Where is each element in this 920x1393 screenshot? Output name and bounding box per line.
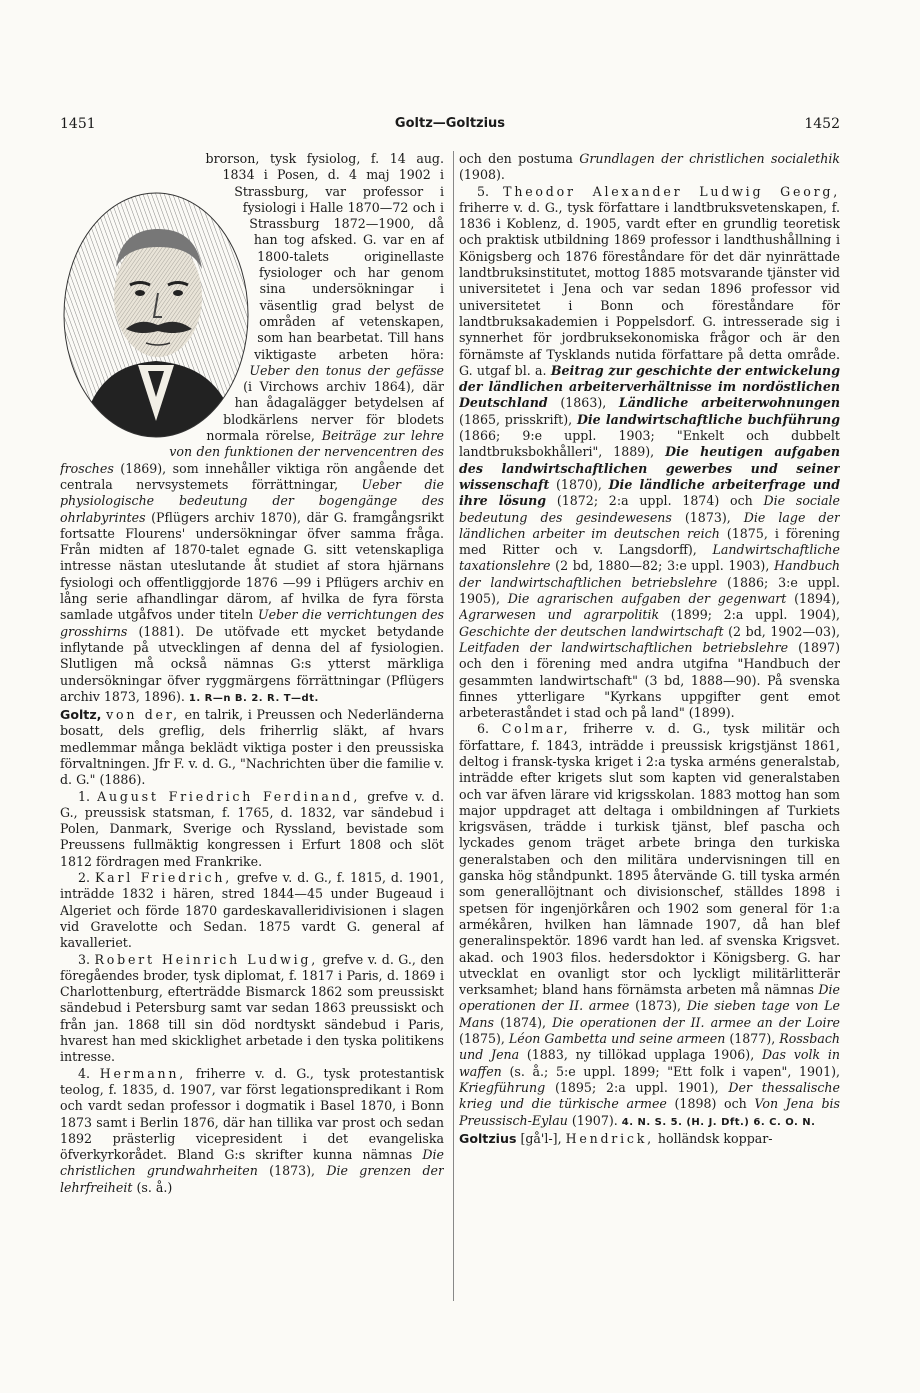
left-column <box>60 151 444 1301</box>
portrait-figure <box>60 189 256 441</box>
entry-goltz-physiologist: brorson, tysk fysiolog, f. 14 aug. 1834 i Posen, d. 4 maj 1902 i Strassburg, var professor i fysiologi i Halle 1870—72 och i Strassburg 1872—1900, då han tog afsked. G. var en af 1800-talets originellaste fysiologer och har genom sina undersökningar i väsentlig grad belyst de områden af vetenskapen, som han bearbetat. Till hans viktigaste arbeten höra: Ueber den tonus der gefässe (i Virchows archiv 1864), där han ådagalägger betydelsen af blodkärlens nerver för blodets normala rörelse, Beiträge zur lehre von den funktionen der nervencentren des frosches (1869), som innehåller viktiga rön angående det centrala nervsystemets förrättningar, Ueber die physiologische bedeutung der bogengänge des ohrlabyrintes (Pflügers archiv 1870), där G. framgångsrikt fortsatte Flourens' undersökningar öfver samma fråga. Från midten af 1870-talet egnade G. sitt vetenskapliga intresse nästan uteslutande åt studiet af stora hjärnans fysiologi och offentliggjorde 1876 —99 i Pflügers archiv en lång serie afhandlingar därom, af hvilka de fyra första samlade utgåfvos under titeln Ueber die verrichtungen des grosshirns (1881). De utöfvade ett mycket betydande inflytande på utvecklingen af denna del af fysiologien. Slutligen må också nämnas G:s ytterst märkliga undersökningar öfver ryggmärgens förrättningar (Pflügers archiv 1873, 1896). 1. R—n B. 2. R. T—dt. <box>60 151 444 704</box>
entry-hermann-continued: och den postuma Grundlagen der christlichen socialethik (1908). <box>459 151 840 183</box>
headword: Goltzius <box>459 1130 517 1146</box>
author-signature: 1. R—n B. 2. R. T—dt. <box>188 692 319 704</box>
entry-theodor-alexander: 5. Theodor Alexander Ludwig Georg, friherre v. d. G., tysk författare i landtbruksvetenskapen, f. 1836 i Koblenz, d. 1905, vardt efter en grundlig teoretisk och praktisk utbildning 1869 professor i landthushållning i Königsberg och 1876 föreståndare för det där nyinrättade landtbruksinstitutet, mottog 1885 motsvarande tjänster vid universitetet i Jena och var sedan 1896 professor vid universitetet i Bonn och föreståndare för landtbruksakademien i Poppelsdorf. G. intresserade sig i synnerhet för jordbruksekonomiska frågor och är den förnämste af Tysklands nutida författare på detta område. G. utgaf bl. a. Beitrag zur geschichte der entwickelung der ländlichen arbeiterverhältnisse im nordöstlichen Deutschland (1863), Ländliche arbeiterwohnungen (1865, prisskrift), Die landwirtschaftliche buchführung (1866; 9:e uppl. 1903; "Enkelt och dubbelt landtbruksbokhålleri", 1889), Die heutigen aufgaben des landwirtschaftlichen gewerbes und seiner wissenschaft (1870), Die ländliche arbeiterfrage und ihre lösung (1872; 2:a uppl. 1874) och Die sociale bedeutung des gesindewesens (1873), Die lage der ländlichen arbeiter im deutschen reich (1875, i förening med Ritter och v. Langsdorff), Landwirtschaftliche taxationslehre (2 bd, 1880—82; 3:e uppl. 1903), Handbuch der landwirtschaftlichen betriebslehre (1886; 3:e uppl. 1905), Die agrarischen aufgaben der gegenwart (1894), Agrarwesen und agrarpolitik (1899; 2:a uppl. 1904), Geschichte der deutschen landwirtschaft (2 bd, 1902—03), Leitfaden der landwirtschaftlichen betriebslehre (1897) och den i förening med andra utgifna "Handbuch der gesammten landwirtschaft" (3 bd, 1888—90). På svenska finnes ytterligare "Kyrkans uppgifter gent emot arbeteraståndet i stad och på land" (1899). <box>459 183 840 721</box>
entry-hermann: 4. Hermann, friherre v. d. G., tysk protestantisk teolog, f. 1835, d. 1907, var först legationspredikant i Rom och vardt sedan professor i dogmatik i Basel 1870, i Bonn 1873 samt i Berlin 1876, där han tillika var prost och sedan 1892 prästerlig vicepresident i det evangeliska öfverkyrkorådet. Bland G:s skrifter kunna nämnas Die christlichen grundwahrheiten (1873), Die grenzen der lehrfreiheit (s. å.) <box>60 1065 444 1195</box>
right-column <box>459 151 840 1301</box>
author-signature: 4. N. S. 5. (H. J. Dft.) 6. C. O. N. <box>621 1116 816 1128</box>
headword: Goltz, <box>60 707 102 723</box>
entry-colmar: 6. Colmar, friherre v. d. G., tysk militär och författare, f. 1843, inträdde i preussisk krigstjänst 1861, deltog i fransk-tyska kriget i 2:a tyska arméns generalstab, inträdde efter krigets slut som kapten vid generalstaben och var äfven lärare vid krigsskolan. 1883 mottog han som major uppdraget att deltaga i ombildningen af Turkiets krigsväsen, trädde i turkisk tjänst, blef pascha och lyckades genom träget arbete bringa den turkiska generalstaben och den militära undervisningen till en ganska hög ståndpunkt. 1895 återvände G. till tyska armén som generallöjtnant och divisionschef, ställdes 1898 i spetsen för ingenjörkåren och 1902 som general för 1:a armékåren, hvilken han lämnade 1907, då han blef generalinspektör. 1896 vardt han led. af svenska Krigsvet. akad. och 1903 filos. hedersdoktor i Königsberg. G. har utvecklat en ovanligt stor och lyckligt militärlitterär verksamhet; bland hans förnämsta arbeten må nämnas Die operationen der II. armee (1873), Die sieben tage von Le Mans (1874), Die operationen der II. armee an der Loire (1875), Léon Gambetta und seine armeen (1877), Rossbach und Jena (1883, ny tillökad upplaga 1906), Das volk in waffen (s. å.; 5:e uppl. 1899; "Ett folk i vapen", 1901), Kriegführung (1895; 2:a uppl. 1901), Der thessalische krieg und die türkische armee (1898) och Von Jena bis Preussisch-Eylau (1907). 4. N. S. 5. (H. J. Dft.) 6. C. O. N. <box>459 721 840 1128</box>
page-number-left: 1451 <box>60 116 96 132</box>
engraved-portrait-icon <box>60 189 256 441</box>
running-title: Goltz—Goltzius <box>394 116 506 131</box>
page-number-right: 1452 <box>804 116 840 132</box>
entry-goltzius: Goltzius [gå'l-], Hendrick, holländsk koppar- <box>459 1130 773 1146</box>
entry-karl-friedrich: 2. Karl Friedrich, grefve v. d. G., f. 1815, d. 1901, inträdde 1832 i hären, stred 1844—45 under Bugeaud i Algeriet och förde 1870 gardeskavalleridivisionen i slagen vid Gravelotte och Sedan. 1875 vardt G. general af kavalleriet. <box>60 870 444 951</box>
entry-robert-heinrich: 3. Robert Heinrich Ludwig, grefve v. d. G., den föregåendes broder, tysk diplomat, f. 1817 i Paris, d. 1869 i Charlottenburg, efterträdde Bismarck 1862 som preussiskt sändebud i Petersburg samt var sedan 1863 preussiskt och från jan. 1868 till sin död nordtyskt sändebud i Paris, hvarest han med skicklighet arbetade i den tyska politikens intresse. <box>60 951 444 1065</box>
entry-goltz-family: Goltz, von der, en talrik, i Preussen och Nederländerna bosatt, dels greflig, dels friherrlig släkt, af hvars medlemmar många beklädt viktiga poster i den preussiska förvaltningen. Jfr F. v. d. G., "Nachrichten über die familie v. d. G." (1886). <box>60 707 444 788</box>
column-divider <box>453 151 454 1301</box>
page-header <box>60 116 840 140</box>
entry-august-friedrich: 1. August Friedrich Ferdinand, grefve v. d. G., preussisk statsman, f. 1765, d. 1832, var sändebud i Polen, Danmark, Sverige och Ryssland, bevistade som Preussens fullmäktig kongressen i Erfurt 1808 och slöt 1812 fördragen med Frankrike. <box>60 788 444 869</box>
